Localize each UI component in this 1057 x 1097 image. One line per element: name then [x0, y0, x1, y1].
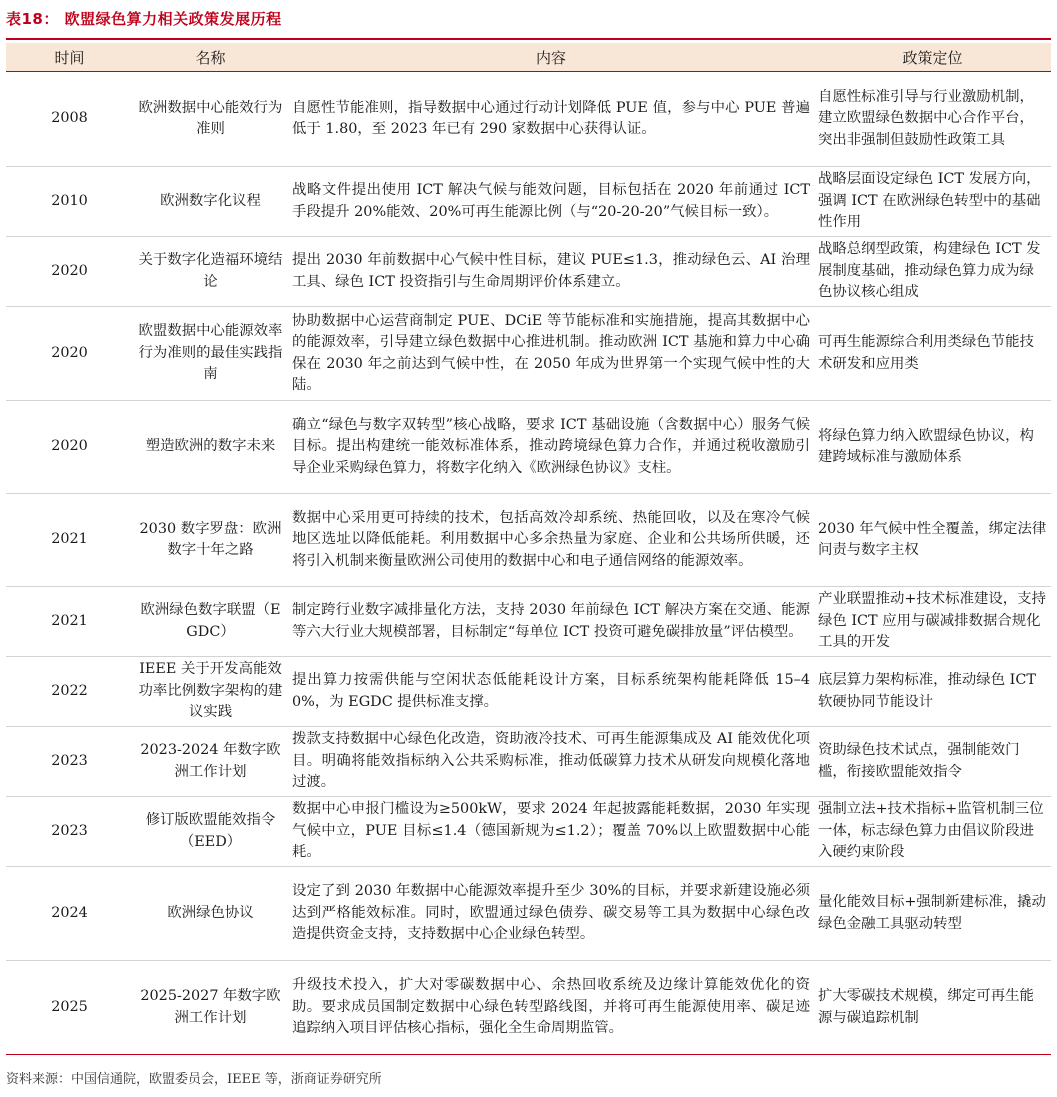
- position-cell: 扩大零碳技术规模，绑定可再生能源与碳追踪机制: [814, 961, 1051, 1055]
- position-cell: 战略总纲型政策，构建绿色 ICT 发展制度基础，推动绿色算力成为绿色协议核心组成: [814, 237, 1051, 307]
- table-row: [6, 307, 1051, 401]
- name-cell: 2023-2024 年数字欧洲工作计划: [133, 727, 288, 797]
- table-row: [6, 72, 1051, 167]
- content-cell: 数据中心申报门槛设为≥500kW，要求 2024 年起披露能耗数据，2030 年实现气候中立，PUE 目标≤1.4（德国新规为≤1.2）；覆盖 70%以上欧盟数据中心能耗。: [288, 797, 814, 867]
- name-cell: 欧洲数据中心能效行为准则: [133, 72, 288, 167]
- time-cell: 2020: [6, 401, 133, 494]
- position-cell: 量化能效目标+强制新建标准，撬动绿色金融工具驱动转型: [814, 867, 1051, 961]
- table-row: [6, 167, 1051, 237]
- time-cell: 2008: [6, 72, 133, 167]
- content-cell: 提出算力按需供能与空闲状态低能耗设计方案，目标系统架构能耗降低 15–40%，为 EGDC 提供标准支撑。: [288, 657, 814, 727]
- header-name: 名称: [133, 43, 288, 72]
- content-cell: 升级技术投入，扩大对零碳数据中心、余热回收系统及边缘计算能效优化的资助。要求成员国制定数据中心绿色转型路线图，并将可再生能源使用率、碳足迹追踪纳入项目评估核心指标，强化全生命周期监管。: [288, 961, 814, 1055]
- position-cell: 资助绿色技术试点，强制能效门槛，衔接欧盟能效指令: [814, 727, 1051, 797]
- content-cell: 提出 2030 年前数据中心气候中性目标，建议 PUE≤1.3，推动绿色云、AI 治理工具、绿色 ICT 投资指引与生命周期评价体系建立。: [288, 237, 814, 307]
- header-position: 政策定位: [814, 43, 1051, 72]
- time-cell: 2021: [6, 587, 133, 657]
- table-row: [6, 797, 1051, 867]
- time-cell: 2020: [6, 307, 133, 401]
- name-cell: 塑造欧洲的数字未来: [133, 401, 288, 494]
- name-cell: 修订版欧盟能效指令（EED）: [133, 797, 288, 867]
- table-row: [6, 237, 1051, 307]
- table-row: [6, 587, 1051, 657]
- position-cell: 可再生能源综合利用类绿色节能技术研发和应用类: [814, 307, 1051, 401]
- time-cell: 2022: [6, 657, 133, 727]
- header-time: 时间: [6, 43, 133, 72]
- time-cell: 2020: [6, 237, 133, 307]
- content-cell: 自愿性节能准则，指导数据中心通过行动计划降低 PUE 值，参与中心 PUE 普遍低于 1.80，至 2023 年已有 290 家数据中心获得认证。: [288, 72, 814, 167]
- name-cell: 2030 数字罗盘：欧洲数字十年之路: [133, 494, 288, 587]
- table-caption: 表18： 欧盟绿色算力相关政策发展历程: [6, 10, 282, 28]
- caption-rule: [6, 38, 1051, 40]
- header-row: [6, 43, 1051, 72]
- time-cell: 2025: [6, 961, 133, 1055]
- time-cell: 2023: [6, 727, 133, 797]
- content-cell: 设定了到 2030 年数据中心能源效率提升至少 30%的目标，并要求新建设施必须达到严格能效标准。同时，欧盟通过绿色债券、碳交易等工具为数据中心绿色改造提供资金支持，支持数据中心企业绿色转型。: [288, 867, 814, 961]
- content-cell: 协助数据中心运营商制定 PUE、DCiE 等节能标准和实施措施，提高其数据中心的能源效率，引导建立绿色数据中心推进机制。推动欧洲 ICT 基施和算力中心确保在 2030 年之前达到气候中性，在 2050 年成为世界第一个实现气候中性的大陆。: [288, 307, 814, 401]
- table-row: [6, 401, 1051, 494]
- source-note: 资料来源：中国信通院，欧盟委员会，IEEE 等，浙商证券研究所: [6, 1072, 382, 1087]
- time-cell: 2021: [6, 494, 133, 587]
- header-content: 内容: [288, 43, 814, 72]
- position-cell: 战略层面设定绿色 ICT 发展方向，强调 ICT 在欧洲绿色转型中的基础性作用: [814, 167, 1051, 237]
- name-cell: 欧洲数字化议程: [133, 167, 288, 237]
- position-cell: 自愿性标准引导与行业激励机制，建立欧盟绿色数据中心合作平台，突出非强制但鼓励性政策工具: [814, 72, 1051, 167]
- position-cell: 强制立法+技术指标+监管机制三位一体，标志绿色算力由倡议阶段进入硬约束阶段: [814, 797, 1051, 867]
- position-cell: 底层算力架构标准，推动绿色 ICT 软硬协同节能设计: [814, 657, 1051, 727]
- table-row: [6, 727, 1051, 797]
- name-cell: 欧盟数据中心能源效率行为准则的最佳实践指南: [133, 307, 288, 401]
- time-cell: 2023: [6, 797, 133, 867]
- table-row: [6, 657, 1051, 727]
- content-cell: 数据中心采用更可持续的技术，包括高效冷却系统、热能回收，以及在寒冷气候地区选址以降低能耗。利用数据中心多余热量为家庭、企业和公共场所供暖，还将引入机制来衡量欧洲公司使用的数据中心和电子通信网络的能源效率。: [288, 494, 814, 587]
- name-cell: IEEE 关于开发高能效功率比例数字架构的建议实践: [133, 657, 288, 727]
- position-cell: 2030 年气候中性全覆盖，绑定法律问责与数字主权: [814, 494, 1051, 587]
- position-cell: 产业联盟推动+技术标准建设，支持绿色 ICT 应用与碳减排数据合规化工具的开发: [814, 587, 1051, 657]
- name-cell: 欧洲绿色协议: [133, 867, 288, 961]
- name-cell: 2025-2027 年数字欧洲工作计划: [133, 961, 288, 1055]
- table-row: [6, 867, 1051, 961]
- content-cell: 战略文件提出使用 ICT 解决气候与能效问题，目标包括在 2020 年前通过 ICT 手段提升 20%能效、20%可再生能源比例（与“20-20-20”气候目标一致）。: [288, 167, 814, 237]
- name-cell: 关于数字化造福环境结论: [133, 237, 288, 307]
- content-cell: 制定跨行业数字减排量化方法，支持 2030 年前绿色 ICT 解决方案在交通、能源等六大行业大规模部署，目标制定“每单位 ICT 投资可避免碳排放量”评估模型。: [288, 587, 814, 657]
- table-row: [6, 494, 1051, 587]
- policy-table: [6, 43, 1051, 1055]
- table-row: [6, 961, 1051, 1055]
- position-cell: 将绿色算力纳入欧盟绿色协议，构建跨域标准与激励体系: [814, 401, 1051, 494]
- time-cell: 2010: [6, 167, 133, 237]
- time-cell: 2024: [6, 867, 133, 961]
- name-cell: 欧洲绿色数字联盟（EGDC）: [133, 587, 288, 657]
- content-cell: 确立“绿色与数字双转型”核心战略，要求 ICT 基础设施（含数据中心）服务气候目标。提出构建统一能效标准体系，推动跨境绿色算力合作，并通过税收激励引导企业采购绿色算力，将数字化纳入《欧洲绿色协议》支柱。: [288, 401, 814, 494]
- content-cell: 拨款支持数据中心绿色化改造，资助液冷技术、可再生能源集成及 AI 能效优化项目。明确将能效指标纳入公共采购标准，推动低碳算力技术从研发向规模化落地过渡。: [288, 727, 814, 797]
